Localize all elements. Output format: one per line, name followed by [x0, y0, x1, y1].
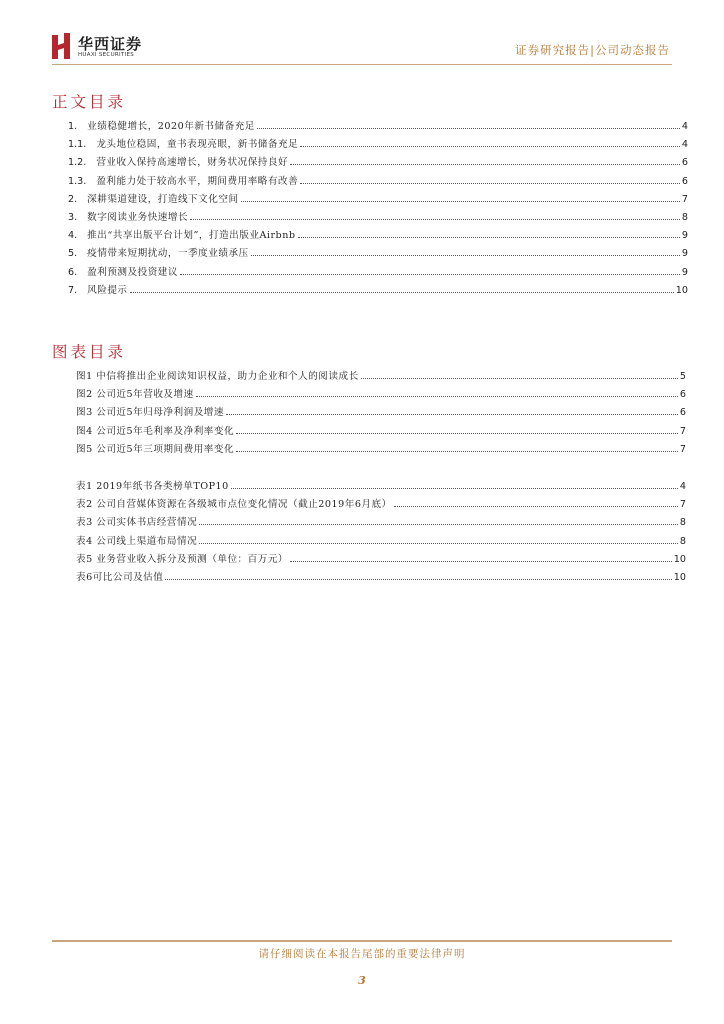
toc-entry[interactable]: 6. 盈利预测及投资建议 9	[68, 266, 688, 278]
table-entry[interactable]: 表5 业务营业收入拆分及预测（单位：百万元） 10	[76, 553, 686, 565]
toc-list	[68, 118, 688, 300]
figure-entry[interactable]: 图5 公司近5年三项期间费用率变化 7	[76, 443, 686, 455]
footer-disclaimer: 请仔细阅读在本报告尾部的重要法律声明	[258, 948, 466, 960]
figure-list	[76, 368, 686, 459]
table-entry[interactable]: 表6可比公司及估值 10	[76, 571, 686, 583]
table-entry[interactable]: 表3 公司实体书店经营情况 8	[76, 517, 686, 529]
toc-entry[interactable]: 1.2. 营业收入保持高速增长，财务状况保持良好 6	[68, 157, 688, 169]
footer-divider	[52, 940, 672, 942]
figures-title: 图表目录	[52, 343, 127, 361]
header-divider	[52, 64, 672, 65]
figure-entry[interactable]: 图1 中信将推出企业阅读知识权益，助力企业和个人的阅读成长 5	[76, 371, 686, 382]
figure-entry[interactable]: 图3 公司近5年归母净利润及增速 6	[76, 407, 686, 419]
logo-english-name: HUAXI SECURITIES	[78, 52, 135, 58]
table-entry[interactable]: 表2 公司自营媒体资源在各级城市点位变化情况（截止2019年6月底） 7	[76, 499, 686, 511]
toc-entry[interactable]: 2. 深耕渠道建设，打造线下文化空间 7	[68, 193, 688, 205]
toc-entry[interactable]: 1. 业绩稳健增长，2020年新书储备充足 4	[68, 121, 688, 132]
toc-entry[interactable]: 7. 风险提示 10	[68, 284, 688, 296]
company-logo	[52, 33, 152, 63]
logo-chinese-name: 华西证券	[78, 35, 143, 53]
toc-entry[interactable]: 5. 疫情带来短期扰动，一季度业绩承压 9	[68, 248, 688, 260]
page-header	[0, 0, 724, 80]
table-entry[interactable]: 表1 2019年纸书各类榜单TOP10 4	[76, 481, 686, 492]
toc-entry[interactable]: 1.3. 盈利能力处于较高水平，期间费用率略有改善 6	[68, 175, 688, 187]
page-number: 3	[358, 974, 366, 987]
table-list	[76, 478, 686, 587]
figure-entry[interactable]: 图2 公司近5年营收及增速 6	[76, 389, 686, 401]
table-entry[interactable]: 表4 公司线上渠道布局情况 8	[76, 535, 686, 547]
toc-entry[interactable]: 4. 推出“共享出版平台计划”，打造出版业Airbnb 9	[68, 230, 688, 242]
figure-entry[interactable]: 图4 公司近5年毛利率及净利率变化 7	[76, 425, 686, 437]
report-type-label: 证券研究报告|公司动态报告	[515, 43, 670, 57]
toc-entry[interactable]: 3. 数字阅读业务快速增长 8	[68, 211, 688, 223]
toc-title: 正文目录	[52, 93, 127, 111]
huaxi-logo-icon	[52, 33, 72, 59]
toc-entry[interactable]: 1.1. 龙头地位稳固，童书表现亮眼，新书储备充足 4	[68, 139, 688, 151]
